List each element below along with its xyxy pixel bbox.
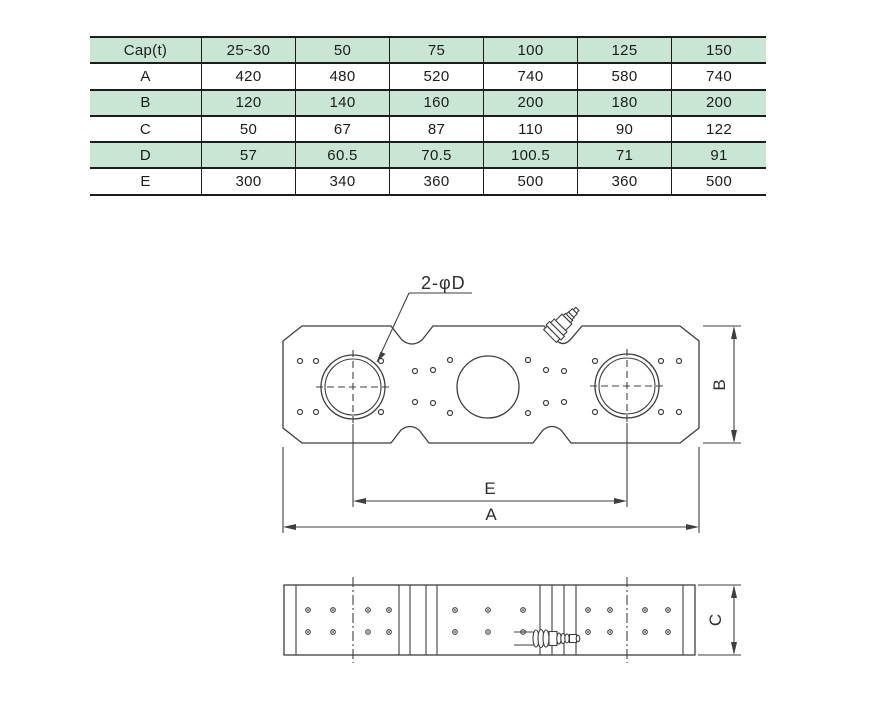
- table-cell: 580: [578, 64, 672, 88]
- center-hole: [457, 356, 519, 418]
- table-cell: 740: [484, 64, 578, 88]
- hole-diameter-label: 2-φD: [421, 273, 466, 293]
- table-cell: 125: [578, 38, 672, 62]
- table-cell: 110: [484, 117, 578, 141]
- table-cell: E: [90, 169, 202, 193]
- dim-c-label: C: [706, 613, 725, 627]
- bolt-holes-side: [306, 608, 671, 635]
- table-cell: C: [90, 117, 202, 141]
- table-cell: 50: [202, 117, 296, 141]
- table-cell: Cap(t): [90, 38, 202, 62]
- dim-e-label: E: [484, 479, 496, 498]
- table-cell: 500: [706, 173, 732, 191]
- table-cell: 50: [296, 38, 390, 62]
- table-cell: 360: [578, 169, 672, 193]
- dim-b-label: B: [710, 379, 729, 391]
- table-cell: D: [90, 143, 202, 167]
- table-cell: 160: [390, 91, 484, 115]
- table-cell: 740: [706, 67, 732, 85]
- table-cell: 420: [202, 64, 296, 88]
- table-cell: 300: [202, 169, 296, 193]
- dimension-e: [353, 423, 627, 507]
- right-hole: [590, 349, 664, 423]
- table-cell: 180: [578, 91, 672, 115]
- table-cell: 200: [484, 91, 578, 115]
- table-cell: 90: [578, 117, 672, 141]
- table-cell: 360: [390, 169, 484, 193]
- table-cell: 520: [390, 64, 484, 88]
- table-cell: 120: [202, 91, 296, 115]
- table-cell: 70.5: [390, 143, 484, 167]
- side-view: [284, 577, 741, 663]
- dimension-c: [698, 585, 741, 655]
- dim-a-label: A: [485, 505, 497, 524]
- plate-outline: [283, 326, 699, 443]
- table-cell: 500: [484, 169, 578, 193]
- table-cell: 122: [706, 120, 732, 138]
- table-cell: 60.5: [296, 143, 390, 167]
- dimension-b: [703, 326, 741, 443]
- table-cell: 57: [202, 143, 296, 167]
- table-cell: B: [90, 91, 202, 115]
- table-cell: 25~30: [202, 38, 296, 62]
- table-cell: 67: [296, 117, 390, 141]
- table-cell: 200: [706, 94, 732, 112]
- table-cell: 480: [296, 64, 390, 88]
- side-feature-lines: [296, 585, 683, 655]
- cable-gland-side: [514, 630, 580, 648]
- table-cell: 340: [296, 169, 390, 193]
- table-cell: 150: [706, 41, 732, 59]
- table-cell: 87: [390, 117, 484, 141]
- table-cell: A: [90, 64, 202, 88]
- table-cell: 100.5: [484, 143, 578, 167]
- side-outline: [284, 585, 695, 655]
- left-hole: [316, 350, 392, 424]
- cable-gland-front: [543, 301, 585, 343]
- table-cell: 140: [296, 91, 390, 115]
- table-cell: 75: [390, 38, 484, 62]
- table-cell: 100: [484, 38, 578, 62]
- hole-callout: [377, 273, 472, 362]
- front-view: [283, 273, 741, 533]
- table-cell: 91: [710, 146, 728, 164]
- table-cell: 71: [578, 143, 672, 167]
